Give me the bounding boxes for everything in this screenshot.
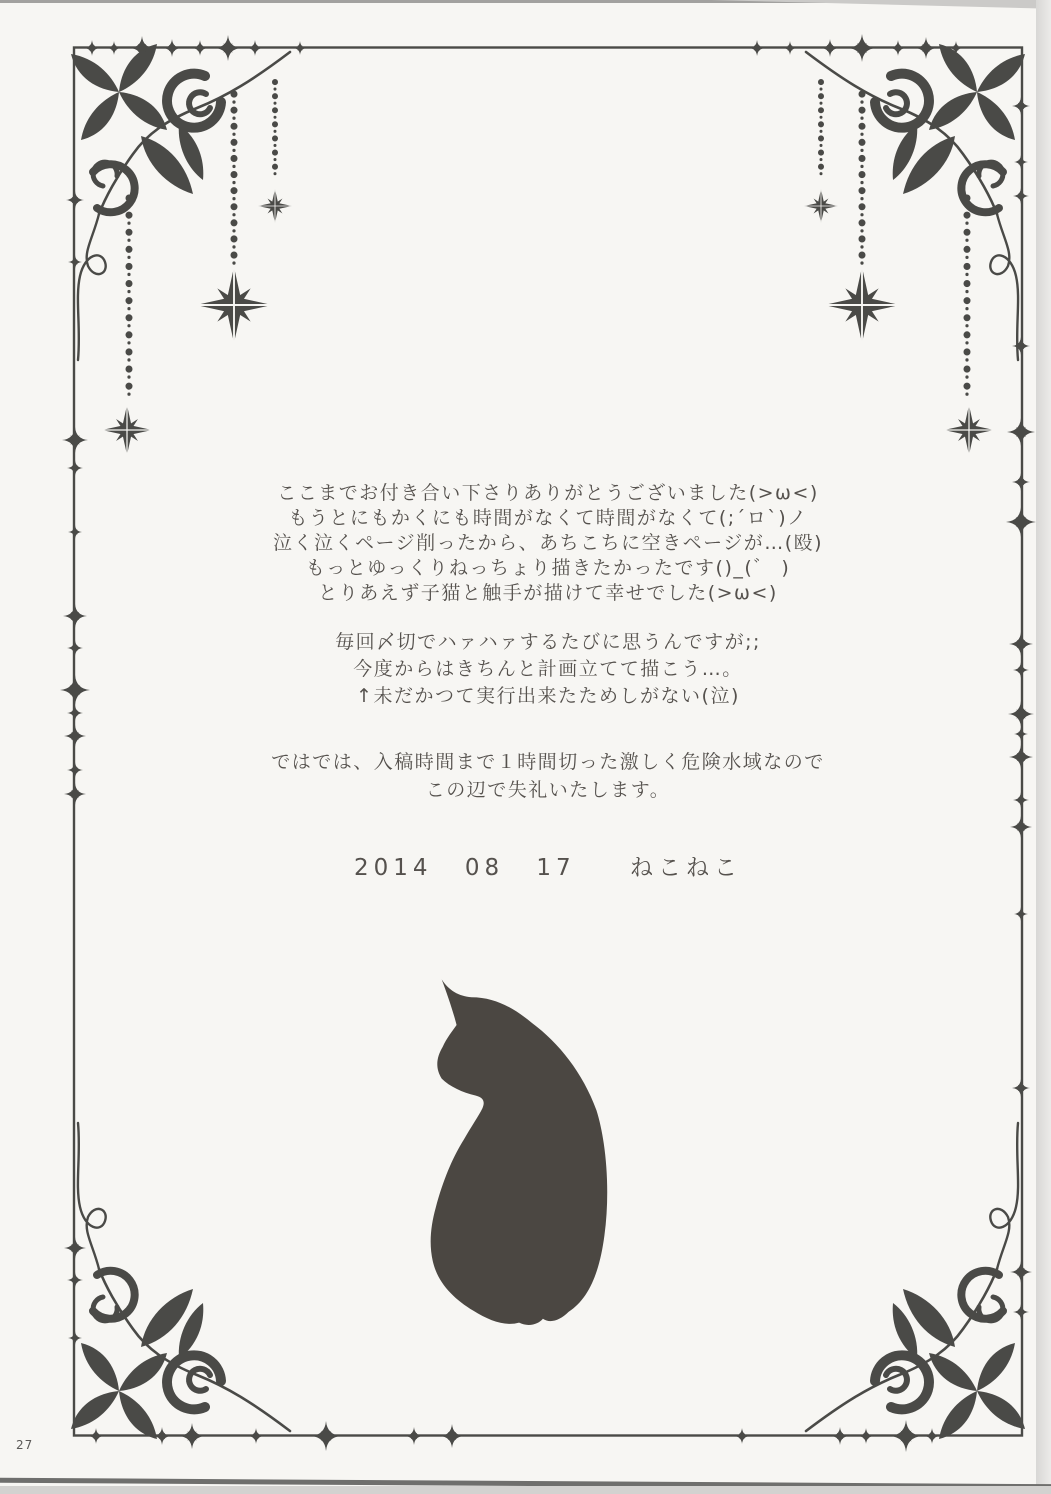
afterword-line: もうとにもかくにも時間がなくて時間がなくて(;´ロ`)ノ — [288, 507, 808, 529]
afterword-paragraph-3 — [73, 748, 1023, 804]
afterword-line: 泣く泣くページ削ったから、あちこちに空きページが…(殴) — [272, 532, 824, 554]
afterword-line: 今度からはきちんと計画立てて描こう…。 — [353, 658, 743, 680]
afterword-line: ここまでお付き合い下さりありがとうございました(>ω<) — [277, 482, 819, 504]
afterword-line: この辺で失礼いたします。 — [425, 779, 671, 801]
afterword-line: ではでは、入稿時間まで１時間切った激しく危険水域なので — [271, 751, 825, 773]
cat-silhouette — [402, 963, 660, 1341]
afterword-line: とりあえず子猫と触手が描けて幸せでした(>ω<) — [318, 582, 778, 604]
colophon-month: 08 — [464, 855, 505, 881]
colophon-author: ねこねこ — [630, 855, 743, 881]
colophon-date-line — [73, 849, 1023, 882]
page-number: 27 — [16, 1438, 34, 1452]
afterword-paragraph-2 — [73, 629, 1023, 710]
afterword-line: もっとゆっくりねっちょり描きたかったです()_(゛ ) — [305, 557, 791, 579]
afterword-paragraph-1 — [73, 481, 1023, 606]
colophon-day: 17 — [536, 855, 576, 881]
colophon-year: 2014 — [353, 855, 433, 881]
afterword-line: 毎回〆切でハァハァするたびに思うんですが;; — [335, 631, 761, 653]
afterword-line: ↑未だかつて実行出来たためしがない(泣) — [356, 685, 740, 707]
